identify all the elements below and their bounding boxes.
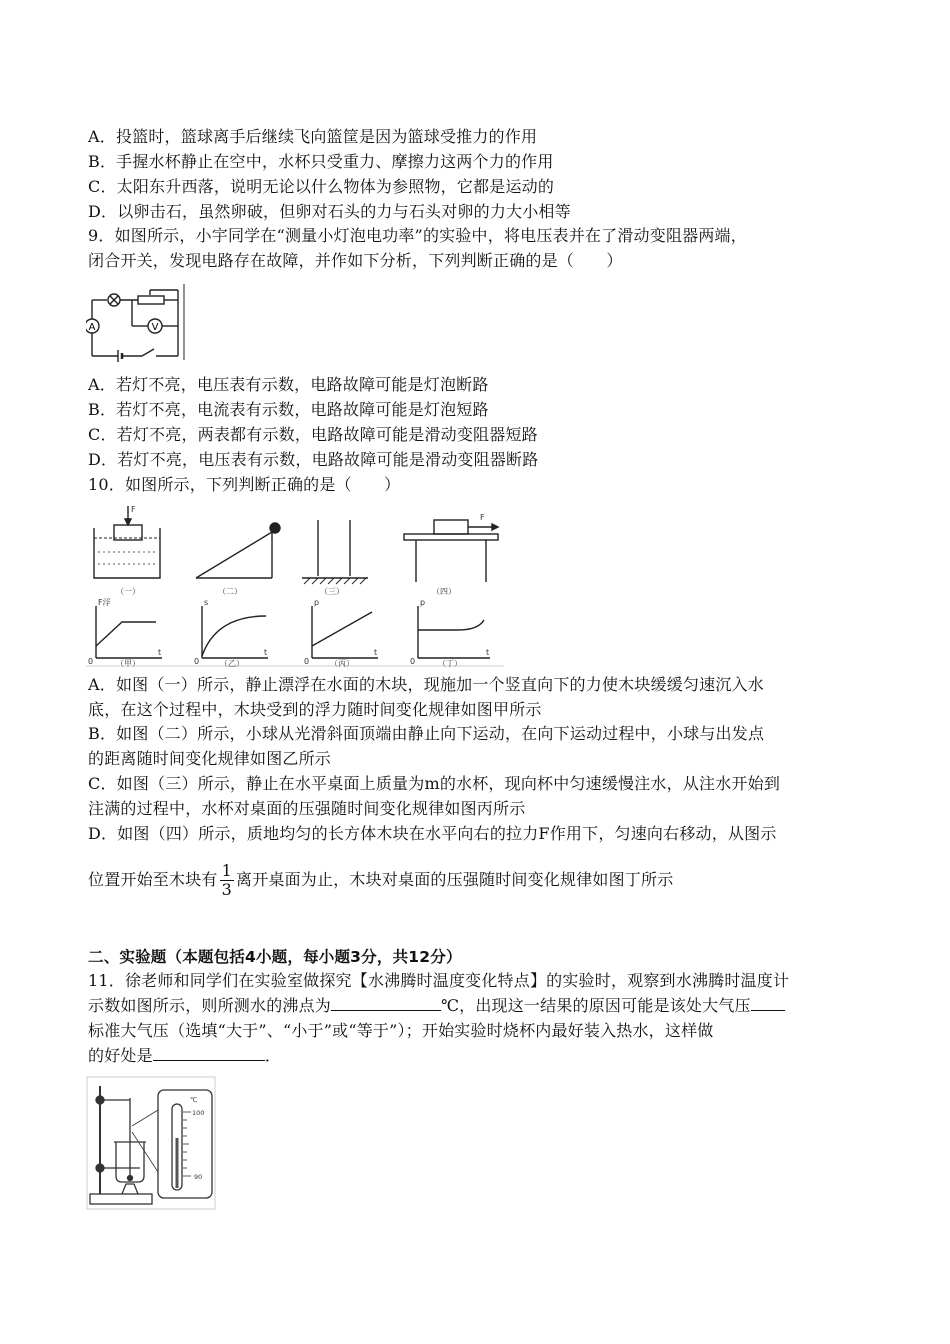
graph-yi bbox=[202, 606, 268, 658]
scene-4-table bbox=[404, 520, 498, 582]
q9-circuit-diagram bbox=[86, 282, 192, 362]
graph-jia-xlabel: t bbox=[158, 648, 162, 657]
one-third-fraction bbox=[220, 862, 234, 899]
thermo-top-label: 100 bbox=[192, 1109, 205, 1117]
q9-stem-line2: 闭合开关，发现电路存在故障，并作如下分析，下列判断正确的是（ ） bbox=[88, 251, 623, 270]
pressure-compare-blank[interactable] bbox=[751, 996, 785, 1011]
q10-option-d-line2 bbox=[88, 858, 673, 902]
scene-3-caption: （三） bbox=[320, 587, 344, 596]
floating-block bbox=[114, 525, 142, 540]
graph-yi-ylabel: s bbox=[204, 598, 209, 607]
q10-option-a-line2: 底，在这个过程中，木块受到的浮力随时间变化规律如图甲所示 bbox=[88, 700, 542, 719]
stand-base bbox=[90, 1194, 152, 1204]
rheostat-symbol bbox=[138, 296, 164, 304]
graph-bing-origin: 0 bbox=[304, 657, 310, 666]
thermo-bottom-label: 90 bbox=[194, 1173, 203, 1181]
q10-option-a-line1: A．如图（一）所示，静止漂浮在水面的木块，现施加一个竖直向下的力使木块缓缓匀速沉入水 bbox=[88, 675, 764, 694]
q11-line2-text-b: ℃，出现这一结果的原因可能是该处大气压 bbox=[441, 996, 751, 1015]
fraction-numerator: 1 bbox=[221, 861, 232, 880]
q11-line2-text-a: 示数如图所示，则所测水的沸点为 bbox=[88, 996, 332, 1015]
graph-bing-ylabel: p bbox=[314, 598, 320, 607]
scene-1-caption: （一） bbox=[116, 587, 140, 596]
fraction-denominator: 3 bbox=[221, 880, 232, 899]
q9-option-d: D．若灯不亮，电压表有示数，电路故障可能是滑动变阻器断路 bbox=[88, 450, 539, 469]
voltmeter-label: V bbox=[151, 322, 159, 333]
graph-ding bbox=[418, 606, 490, 658]
graph-jia-origin: 0 bbox=[88, 657, 94, 666]
q10-option-b-line1: B．如图（二）所示，小球从光滑斜面顶端由静止向下运动，在向下运动过程中，小球与出发点 bbox=[88, 724, 765, 743]
q11-line4-text-b: ． bbox=[264, 1046, 282, 1065]
q9-stem-line1: 9．如图所示，小宇同学在“测量小灯泡电功率”的实验中，将电压表并在了滑动变阻器两端， bbox=[88, 226, 747, 245]
q11-line1: 11．徐老师和同学们在实验室做探究【水沸腾时温度变化特点】的实验时，观察到水沸腾时温度计 bbox=[88, 971, 790, 990]
q11-apparatus-figure bbox=[86, 1076, 220, 1212]
graph-bing bbox=[312, 606, 378, 658]
scene-1-beaker bbox=[94, 506, 160, 578]
force-label-4: F bbox=[480, 513, 485, 522]
q10-option-b-line2: 的距离随时间变化规律如图乙所示 bbox=[88, 749, 332, 768]
q10-option-d-text-b: 离开桌面为止，木块对桌面的压强随时间变化规律如图丁所示 bbox=[236, 870, 674, 889]
graph-jia bbox=[96, 606, 162, 658]
graph-ding-origin: 0 bbox=[410, 657, 416, 666]
q10-option-c-line1: C．如图（三）所示，静止在水平桌面上质量为m的水杯，现向杯中匀速缓慢注水，从注水开始到 bbox=[88, 774, 781, 793]
graph-ding-ylabel: p bbox=[420, 598, 426, 607]
graph-jia-caption: （甲） bbox=[116, 659, 140, 668]
q10-figure bbox=[86, 498, 504, 668]
ammeter-label: A bbox=[88, 322, 96, 333]
thermo-unit-label: ℃ bbox=[190, 1096, 198, 1104]
q9-option-c: C．若灯不亮，两表都有示数，电路故障可能是滑动变阻器短路 bbox=[88, 425, 538, 444]
force-label-1: F bbox=[131, 505, 136, 514]
q10-stem: 10．如图所示，下列判断正确的是（ ） bbox=[88, 475, 401, 494]
boiling-point-blank[interactable] bbox=[331, 996, 441, 1011]
wood-block bbox=[434, 520, 468, 534]
q10-option-d-text-a: 位置开始至木块有 bbox=[88, 870, 218, 889]
scene-3-cup bbox=[302, 520, 368, 584]
graph-yi-caption: （乙） bbox=[220, 659, 244, 668]
scene-4-caption: （四） bbox=[432, 587, 456, 596]
graph-yi-origin: 0 bbox=[194, 657, 200, 666]
scene-2-caption: （二） bbox=[218, 587, 242, 596]
q11-line3: 标准大气压（选填“大于”、“小于”或“等于”）；开始实验时烧杯内最好装入热水，这样做 bbox=[88, 1021, 714, 1040]
scene-2-incline bbox=[196, 523, 280, 578]
graph-bing-caption: （丙） bbox=[330, 659, 354, 668]
section2-heading: 二、实验题（本题包括4小题，每小题3分，共12分） bbox=[88, 948, 462, 966]
q10-option-c-line2: 注满的过程中，水杯对桌面的压强随时间变化规律如图丙所示 bbox=[88, 799, 526, 818]
ball bbox=[270, 523, 280, 533]
graph-yi-xlabel: t bbox=[264, 648, 268, 657]
q8-option-a: A．投篮时，篮球离手后继续飞向篮筐是因为篮球受推力的作用 bbox=[88, 127, 538, 146]
q11-line4 bbox=[88, 1046, 281, 1066]
q9-option-a: A．若灯不亮，电压表有示数，电路故障可能是灯泡断路 bbox=[88, 375, 489, 394]
q10-option-d-line1: D．如图（四）所示，质地均匀的长方体木块在水平向右的拉力F作用下，匀速向右移动，从图示 bbox=[88, 824, 777, 843]
graph-jia-ylabel: F浮 bbox=[98, 598, 111, 607]
q8-option-b: B．手握水杯静止在空中，水杯只受重力、摩擦力这两个力的作用 bbox=[88, 152, 554, 171]
q8-option-c: C．太阳东升西落，说明无论以什么物体为参照物，它都是运动的 bbox=[88, 177, 555, 196]
graph-bing-xlabel: t bbox=[374, 648, 378, 657]
benefit-blank[interactable] bbox=[153, 1046, 265, 1061]
graph-ding-caption: （丁） bbox=[438, 659, 462, 668]
q11-line2 bbox=[88, 996, 785, 1016]
graph-ding-xlabel: t bbox=[486, 648, 490, 657]
q11-line4-text-a: 的好处是 bbox=[88, 1046, 153, 1065]
q9-option-b: B．若灯不亮，电流表有示数，电路故障可能是灯泡短路 bbox=[88, 400, 489, 419]
q8-option-d: D．以卵击石，虽然卵破，但卵对石头的力与石头对卵的力大小相等 bbox=[88, 202, 571, 221]
